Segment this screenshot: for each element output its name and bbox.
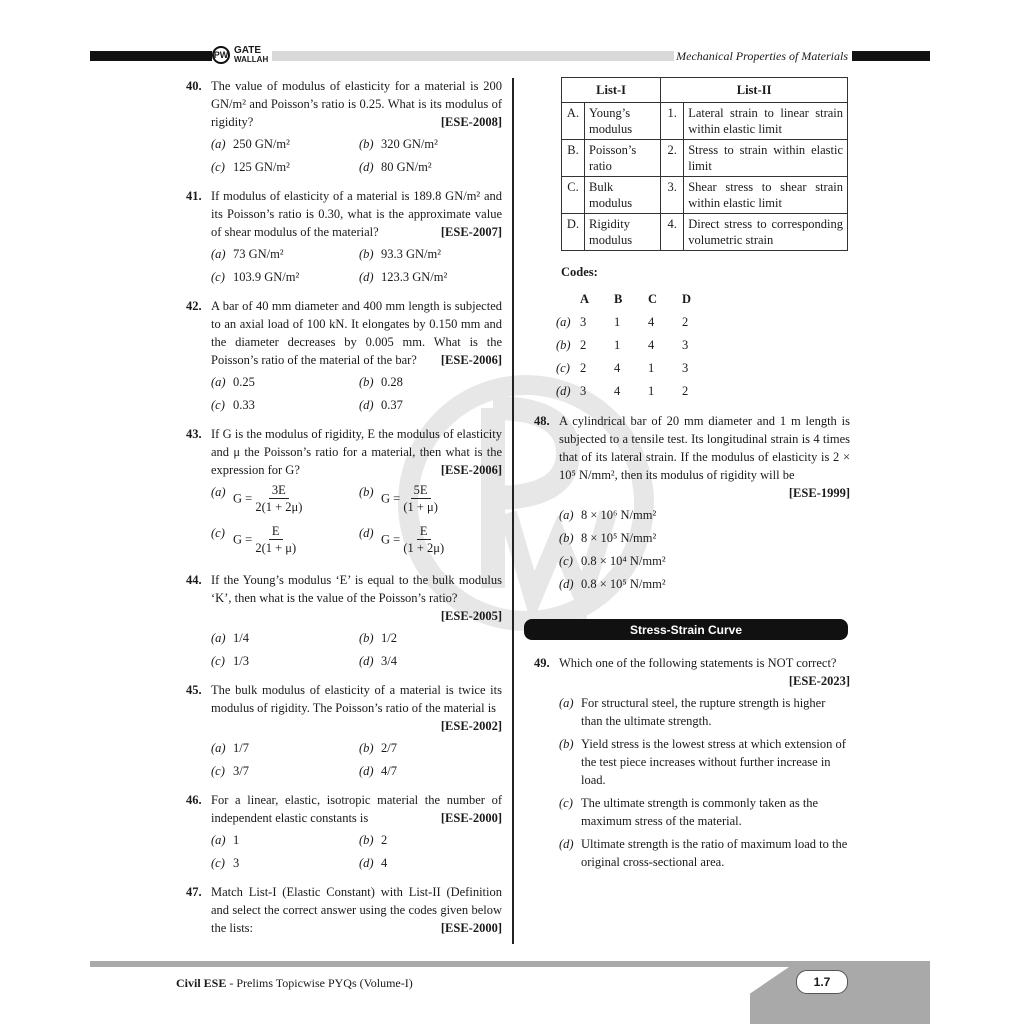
option [359,854,509,872]
codes-table [556,287,716,402]
question [186,883,502,937]
option-label: (a) [211,137,226,151]
question-number: 45. [186,683,202,697]
option-label: (b) [359,741,374,755]
list-1-header: List-I [562,78,661,103]
codes-header: A [580,291,590,306]
option-label: (d) [359,270,374,284]
numerator: E [269,524,283,540]
list-2-key: 2. [661,140,684,177]
code-value: 4 [614,383,621,398]
codes-header: C [648,291,658,306]
option [359,373,509,391]
codes-row [556,379,716,402]
list-1-item: Bulk modulus [585,177,661,214]
question [186,791,502,872]
options-list [211,245,502,286]
option-label: (b) [359,375,374,389]
option-label: (c) [211,764,225,778]
header-bar-left [90,51,212,61]
option-label: (c) [211,160,225,174]
question-text: If G is the modulus of rigidity, E the modulus of elasticity and μ the Poisson’s ratio for a material, then what is the expression for G? [ESE-2006] [211,427,502,477]
list-2-item: Lateral strain to linear strain within elastic limit [684,103,848,140]
option-text: 1/7 [233,741,249,755]
option [211,739,359,757]
option-label: (c) [211,526,225,540]
option-label: (d) [359,526,374,540]
code-value: 3 [682,360,689,375]
code-value: 3 [682,337,689,352]
option [359,268,509,286]
option-label: (d) [359,160,374,174]
code-value: 4 [648,314,655,329]
question-text: Match List-I (Elastic Constant) with List-II (Definition and select the correct answer using the codes given below the lists: [ESE-2000] [211,885,502,935]
match-row [562,214,848,251]
option-label: (d) [359,398,374,412]
question-number: 40. [186,79,202,93]
question [186,571,502,670]
option-text: 4/7 [381,764,397,778]
match-row [562,140,848,177]
fraction [255,524,296,557]
option-label: (c) [559,554,573,568]
question [186,297,502,414]
option [211,831,359,849]
exam-tag: [ESE-2006] [440,353,502,367]
codes-row [556,356,716,379]
option [211,762,359,780]
question-number: 42. [186,299,202,313]
code-value: 2 [580,337,587,352]
numerator: 5E [411,483,431,499]
options-list [211,629,502,670]
option [559,835,850,871]
numerator: E [417,524,431,540]
option [211,158,359,176]
question-text: If the Young’s modulus ‘E’ is equal to the bulk modulus ‘K’, then what is the value of the Poisson’s ratio? [ESE-2005] [211,573,502,623]
option-text: 103.9 GN/m² [233,270,300,284]
question [186,187,502,286]
option-label: (d) [359,654,374,668]
logo-line-2: WALLAH [234,55,269,64]
exam-tag: [ESE-2000] [440,811,502,825]
denominator: 2(1 + μ) [255,541,297,555]
option-label: (b) [359,247,374,261]
option-label: (d) [559,837,574,851]
option [559,694,850,730]
option-label: (a) [211,631,226,645]
gate-wallah-logo [212,44,268,66]
option-text: 125 GN/m² [233,160,290,174]
codes-row [556,310,716,333]
list-1-item: Poisson’s ratio [585,140,661,177]
exam-tag: [ESE-2007] [440,225,502,239]
exam-tag: [ESE-2008] [440,115,502,129]
question-number: 48. [534,414,550,428]
list-2-key: 3. [661,177,684,214]
fraction [255,483,302,516]
option-label: (b) [559,737,574,751]
option [559,735,850,789]
question-number: 44. [186,573,202,587]
option-text: 80 GN/m² [381,160,432,174]
options-list [211,483,502,560]
option-text: 0.37 [381,398,403,412]
question-text: A cylindrical bar of 20 mm diameter and 1 m length is subjected to a tensile test. Its longitudinal strain is 4 times that of its lateral strain. If the modulus of elasticity is 2 × 10⁵ N/mm², then its modulus of rigidity will be [ESE-1999] [559,414,850,500]
question-text: If modulus of elasticity of a material is 189.8 GN/m² and its Poisson’s ratio is 0.30, what is the approximate value of shear modulus of the material? [ESE-2007] [211,189,502,239]
option-text: 2 [381,833,388,847]
options-list [211,831,502,872]
option [559,529,850,547]
option [211,268,359,286]
option [211,373,359,391]
option-label: (b) [359,485,374,499]
codes-title: Codes: [561,265,598,279]
option-text: 0.8 × 10⁵ N/mm² [581,577,666,591]
option-label: (a) [211,247,226,261]
question-number: 43. [186,427,202,441]
codes-header-row [556,287,716,310]
code-value: 1 [648,383,655,398]
option-label: (a) [559,508,574,522]
option-text: For structural steel, the rupture strength is higher than the ultimate strength. [581,696,826,728]
section-title: Stress-Strain Curve [524,619,848,640]
codes-header: B [614,291,623,306]
option [211,396,359,414]
list-1-key: A. [562,103,585,140]
option-label: (d) [556,383,571,398]
option-text: 250 GN/m² [233,137,290,151]
options-list [211,135,502,176]
option: (b) G = $\frac{5E}{(1 + \mu)}$ [359,483,438,514]
left-column [186,77,502,948]
option [359,158,509,176]
match-row [562,103,848,140]
code-value: 4 [614,360,621,375]
option-label: (d) [359,764,374,778]
options-list [559,506,850,593]
option-label: (c) [211,654,225,668]
option [211,854,359,872]
options-list [211,739,502,780]
option-label: (a) [211,485,226,499]
column-divider [512,78,514,944]
option: (d) G = $\frac{E}{(1 + 2\mu)}$ [359,524,445,555]
option-text: 2/7 [381,741,397,755]
page-number: 1.7 [796,970,848,994]
option-text: 0.8 × 10⁴ N/mm² [581,554,666,568]
option [211,629,359,647]
header-bar-right [852,51,930,61]
codes-row [556,333,716,356]
option [559,794,850,830]
fraction [403,524,444,557]
option [359,629,509,647]
option-text: Ultimate strength is the ratio of maximum load to the original cross-sectional area. [581,837,848,869]
option-text: 1/4 [233,631,249,645]
option-text: 1/2 [381,631,397,645]
option-label: (b) [359,137,374,151]
option-label: (b) [556,337,571,352]
option-text: 1/3 [233,654,249,668]
code-value: 2 [580,360,587,375]
question-text: For a linear, elastic, isotropic material the number of independent elastic constants is [ESE-2000] [211,793,502,825]
option-label: (c) [211,856,225,870]
option-label: (a) [211,741,226,755]
list-2-item: Stress to strain within elastic limit [684,140,848,177]
question-number: 49. [534,656,550,670]
option-text: 4 [381,856,388,870]
list-2-key: 1. [661,103,684,140]
question [534,412,850,593]
option [559,575,850,593]
option [211,245,359,263]
option-label: (a) [556,314,571,329]
list-1-key: B. [562,140,585,177]
option-text: 3/7 [233,764,249,778]
denominator: (1 + μ) [403,500,438,514]
list-1-item: Rigidity modulus [585,214,661,251]
option-text: 123.3 GN/m² [381,270,448,284]
question [186,77,502,176]
exam-tag: [ESE-2000] [440,921,502,935]
option: (a) G = $\frac{3E}{2(1 + 2\mu)}$ [211,483,303,514]
codes-header: D [682,291,692,306]
option-label: (a) [211,833,226,847]
question [186,425,502,560]
option-text: 0.28 [381,375,403,389]
code-value: 2 [682,314,689,329]
question-text: The value of modulus of elasticity for a material is 200 GN/m² and Poisson’s ratio is 0.25. What is its modulus of rigidity? [ESE-2008] [211,79,502,129]
code-value: 4 [648,337,655,352]
list-2-key: 4. [661,214,684,251]
option-text: 3 [233,856,240,870]
exam-tag: [ESE-2002] [440,719,502,733]
exam-tag: [ESE-2005] [440,609,502,623]
list-2-item: Direct stress to corresponding volumetric strain [684,214,848,251]
exam-tag: [ESE-2023] [788,674,850,688]
match-table [561,77,848,251]
option-label: (a) [211,375,226,389]
code-value: 1 [648,360,655,375]
code-value: 3 [580,314,587,329]
question-number: 41. [186,189,202,203]
option-text: 8 × 10⁶ N/mm² [581,508,657,522]
option-label: (c) [559,796,573,810]
option-text: 0.33 [233,398,255,412]
option-label: (b) [559,531,574,545]
header-bar-middle [272,51,674,61]
option-label: (b) [359,631,374,645]
option-label: (c) [211,270,225,284]
option [359,831,509,849]
option [359,739,509,757]
question-number: 46. [186,793,202,807]
option-text: 1 [233,833,240,847]
question [186,681,502,780]
option [211,652,359,670]
list-2-header: List-II [661,78,848,103]
list-1-key: D. [562,214,585,251]
option-text: 3/4 [381,654,397,668]
option-text: 73 GN/m² [233,247,284,261]
options-list [211,373,502,414]
chapter-title: Mechanical Properties of Materials [676,49,848,63]
question-text: The bulk modulus of elasticity of a material is twice its modulus of rigidity. The Poisson’s ratio of the material is [ESE-2002] [211,683,502,733]
option-label: (c) [556,360,570,375]
option-label: (d) [359,856,374,870]
exam-tag: [ESE-2006] [440,463,502,477]
option-label: (b) [359,833,374,847]
option-text: 0.25 [233,375,255,389]
option [359,396,509,414]
code-value: 2 [682,383,689,398]
logo-line-1: GATE [234,45,262,56]
options-list [559,694,850,871]
denominator: 2(1 + 2μ) [255,500,303,514]
option [359,245,509,263]
book-title: Civil ESE - Prelims Topicwise PYQs (Volume-I) [176,976,413,990]
footer-slant [745,967,789,997]
fraction [403,483,438,516]
option: (c) G = $\frac{E}{2(1 + \mu)}$ [211,524,297,555]
list-1-key: C. [562,177,585,214]
option [359,135,509,153]
option-text: 93.3 GN/m² [381,247,441,261]
option-label: (d) [559,577,574,591]
option [211,135,359,153]
question-text: Which one of the following statements is NOT correct? [ESE-2023] [559,656,850,688]
exam-tag: [ESE-1999] [788,486,850,500]
code-value: 3 [580,383,587,398]
option [559,552,850,570]
question-number: 47. [186,885,202,899]
option [559,506,850,524]
pw-logo-icon: PW [212,46,230,64]
list-2-item: Shear stress to shear strain within elastic limit [684,177,848,214]
code-value: 1 [614,314,621,329]
right-column [534,77,850,882]
option-label: (a) [559,696,574,710]
option [359,652,509,670]
code-value: 1 [614,337,621,352]
list-1-item: Young’s modulus [585,103,661,140]
denominator: (1 + 2μ) [403,541,445,555]
question [534,654,850,871]
question-text: A bar of 40 mm diameter and 400 mm length is subjected to an axial load of 100 kN. It elongates by 0.150 mm and the diameter decreases by 0.005 mm. What is the Poisson’s ratio of the material of the bar? [ESE-2006] [211,299,502,367]
option-text: The ultimate strength is commonly taken as the maximum stress of the material. [581,796,819,828]
match-row [562,177,848,214]
option-label: (c) [211,398,225,412]
numerator: 3E [269,483,289,499]
option-text: 8 × 10⁵ N/mm² [581,531,657,545]
option [359,762,509,780]
option-text: 320 GN/m² [381,137,438,151]
option-text: Yield stress is the lowest stress at which extension of the test piece increases without further increase in load. [581,737,846,787]
